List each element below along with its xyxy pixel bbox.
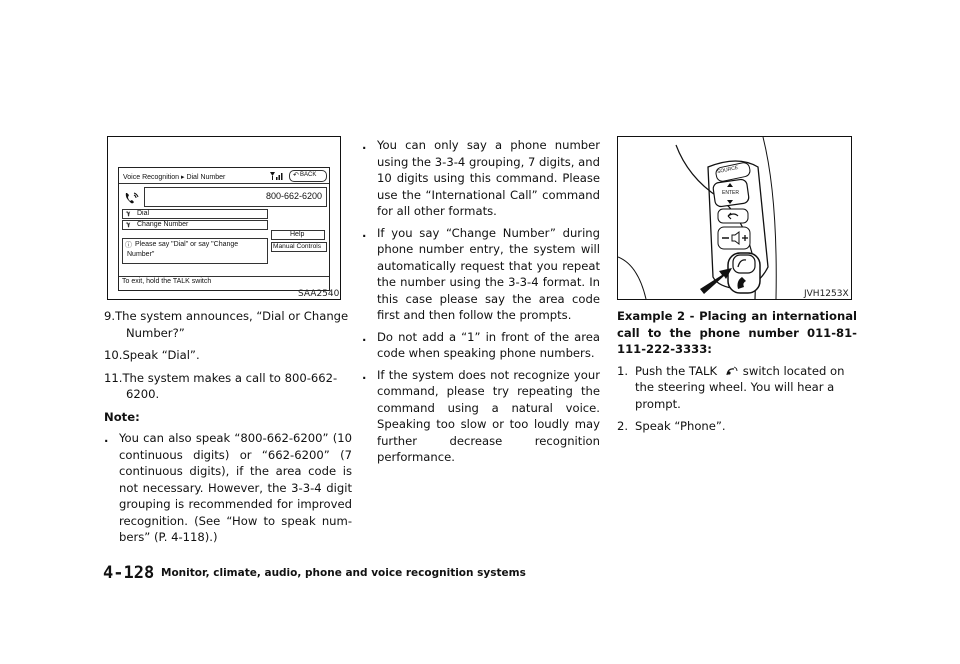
- steering-figure: [617, 136, 852, 300]
- back-arrow-icon: ↶: [293, 172, 299, 179]
- talk-switch-icon: [725, 365, 739, 377]
- bullet-text: You can only say a phone number using the 3-3-4 grouping, 7 digits, and 10 digits using this command. Please use the “International Call” command for all other formats.: [377, 138, 600, 218]
- step-9: [104, 308, 352, 341]
- back-button[interactable]: [289, 170, 327, 182]
- step-2: [617, 418, 857, 435]
- step-text-continued: Number?”: [126, 325, 185, 340]
- header-divider: [119, 183, 329, 184]
- note-bullet: [104, 430, 352, 546]
- step-number: 2.: [617, 419, 629, 433]
- figure-code: SAA2540: [298, 289, 340, 299]
- help-button[interactable]: [271, 230, 325, 240]
- step-text: Push the TALK: [635, 363, 718, 378]
- info-icon: ⓘ: [125, 242, 132, 249]
- screen-figure: [107, 136, 341, 300]
- page-number: 4-128: [103, 563, 155, 583]
- steering-switch-illustration: [618, 137, 851, 299]
- right-column: [617, 308, 857, 435]
- step-number: 10.: [104, 348, 123, 362]
- bullet-text: Do not add a “1” in front of the area code when speaking phone numbers.: [377, 329, 600, 360]
- manual-controls-label: Manual Controls: [273, 243, 322, 250]
- voice-command-icon: ℽ: [126, 211, 131, 217]
- bullet-marker: .: [362, 329, 367, 344]
- figure-code: JVH1253X: [804, 289, 849, 299]
- step-text-end: switch located on: [742, 363, 845, 378]
- step-text-continued: 6200.: [126, 387, 160, 401]
- step-text: Speak “Phone”.: [635, 419, 726, 433]
- section-title: Monitor, climate, audio, phone and voice recognition systems: [161, 567, 526, 579]
- step-number: 1.: [617, 363, 629, 378]
- note-label: Note:: [104, 409, 140, 424]
- bullet-item: [362, 367, 600, 466]
- step-number: 9.: [104, 309, 116, 323]
- prompt-line-2: Number": [127, 251, 155, 258]
- exit-instruction: To exit, hold the TALK switch: [122, 278, 212, 285]
- prompt-box: [122, 238, 268, 264]
- voice-command-icon: ℽ: [126, 222, 131, 228]
- step-number: 11.: [104, 370, 123, 385]
- step-11: [104, 370, 352, 403]
- manual-controls-button[interactable]: [271, 242, 327, 252]
- signal-strength-icon: [269, 171, 285, 181]
- change-number-option[interactable]: [122, 220, 268, 230]
- source-label: SOURCE: [716, 164, 739, 176]
- step-text: The system makes a call to 800-662-: [122, 370, 338, 385]
- step-text-continued: the steering wheel. You will hear a: [635, 380, 835, 394]
- step-10: [104, 347, 352, 364]
- step-text: The system announces, “Dial or Change: [115, 309, 349, 323]
- change-number-label: Change Number: [137, 221, 189, 228]
- example-heading: Example 2 - Placing an international call to the phone number 011-81-111-222-3333:: [617, 309, 857, 356]
- screen-title: Voice Recognition ▸ Dial Number: [123, 174, 226, 181]
- left-column: [104, 308, 352, 546]
- middle-column: [362, 137, 600, 466]
- voice-phone-icon: [123, 190, 141, 206]
- dialed-number: 800-662-6200: [265, 191, 322, 201]
- help-label: Help: [290, 231, 305, 238]
- bullet-marker: .: [362, 138, 367, 152]
- bullet-marker: .: [362, 225, 367, 240]
- bullet-item: [362, 329, 600, 362]
- step-text: Speak “Dial”.: [122, 348, 200, 362]
- bullet-marker: .: [362, 367, 367, 382]
- enter-label: ENTER: [722, 190, 739, 196]
- voice-recognition-screen: [118, 167, 330, 291]
- step-1: [617, 363, 857, 413]
- dial-label: Dial: [137, 210, 150, 217]
- step-text-continued: prompt.: [635, 396, 681, 411]
- number-display: [144, 187, 327, 207]
- bullet-item: [362, 137, 600, 220]
- bullet-text: If the system does not recognize your command, please try repeating the command using a natural voice. Speaking too slow or too loudly may further decrease recognition performance.: [377, 367, 600, 464]
- dial-option[interactable]: [122, 209, 268, 219]
- back-label: BACK: [300, 172, 317, 178]
- note-text: You can also speak “800-662-6200” (10 continuous digits) or “662-6200” (7 continuous digits), if the area code is not necessary. However, the 3-3-4 digit grouping is recommended for improved recognition. (See “How to speak numbers” (P. 4-118).): [119, 431, 352, 544]
- bullet-marker: .: [104, 431, 109, 445]
- bullet-item: [362, 225, 600, 324]
- bullet-text: If you say “Change Number” during phone number entry, the system will automatically request that you repeat the number using the 3-3-4 format. In this case please say the area code first and then follow the prompts.: [377, 225, 600, 322]
- prompt-line-1: Please say "Dial" or say "Change: [135, 241, 239, 248]
- footer-divider: [119, 276, 329, 277]
